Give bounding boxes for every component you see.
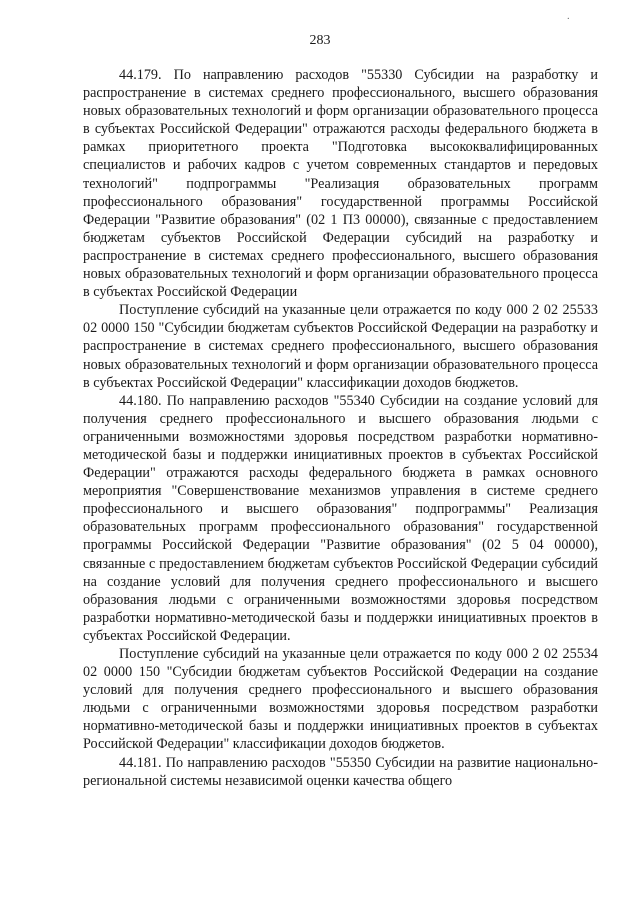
page-number: 283 — [309, 33, 331, 48]
paragraph-44-180: 44.180. По направлению расходов "55340 Субсидии на создание условий для получения среднего профессионального и высшего образования людьми с ограниченными возможностями здоровья посредством разработки нормативно-методической базы и поддержки инициативных проектов в субъектах Российской Федерации" отражаются расходы федерального бюджета в рамках основного мероприятия "Совершенствование механизмов управления в системе среднего профессионального и высшего образования" подпрограммы" Реализация образовательных программ профессионального образования" государственной программы Российской Федерации "Развитие образования" (02 5 04 00000), связанные с предоставлением бюджетам субъектов Российской Федерации субсидий на создание условий для получения среднего профессионального и высшего образования людьми с ограниченными возможностями здоровья посредством разработки нормативно-методической базы и поддержки инициативных проектов в субъектах Российской Федерации. — [83, 392, 598, 644]
paragraph-44-181: 44.181. По направлению расходов "55350 Субсидии на развитие национально-региональной системы независимой оценки качества общего — [83, 754, 598, 789]
paragraph-receipt-25534: Поступление субсидий на указанные цели отражается по коду 000 2 02 25534 02 0000 150 "Субсидии бюджетам субъектов Российской Федерации на создание условий для получения среднего профессионального и высшего образования людьми с ограниченными возможностями здоровья посредством разработки нормативно-методической базы и поддержки инициативных проектов в субъектах Российской Федерации" классификации доходов бюджетов. — [83, 646, 598, 753]
paragraph-44-179: 44.179. По направлению расходов "55330 Субсидии на разработку и распространение в системах среднего профессионального, высшего образования новых образовательных технологий и форм организации образовательного процесса в субъектах Российской Федерации" отражаются расходы федерального бюджета в рамках приоритетного проекта "Подготовка высококвалифицированных специалистов и рабочих кадров с учетом современных стандартов и передовых технологий" подпрограммы "Реализация образовательных программ профессионального образования" государственной программы Российской Федерации "Развитие образования" (02 1 П3 00000), связанные с предоставлением бюджетам субъектов Российской Федерации субсидий на разработку и распространение в системах среднего профессионального, высшего образования новых образовательных технологий и форм организации образовательного процесса в субъектах Российской Федерации — [83, 67, 598, 301]
corner-mark: · — [566, 14, 570, 25]
body-text — [83, 66, 598, 790]
paragraph-receipt-25533: Поступление субсидий на указанные цели отражается по коду 000 2 02 25533 02 0000 150 "Субсидии бюджетам субъектов Российской Федерации на разработку и распространение в системах среднего профессионального, высшего образования новых образовательных технологий и форм организации образовательного процесса в субъектах Российской Федерации" классификации доходов бюджетов. — [83, 302, 598, 391]
